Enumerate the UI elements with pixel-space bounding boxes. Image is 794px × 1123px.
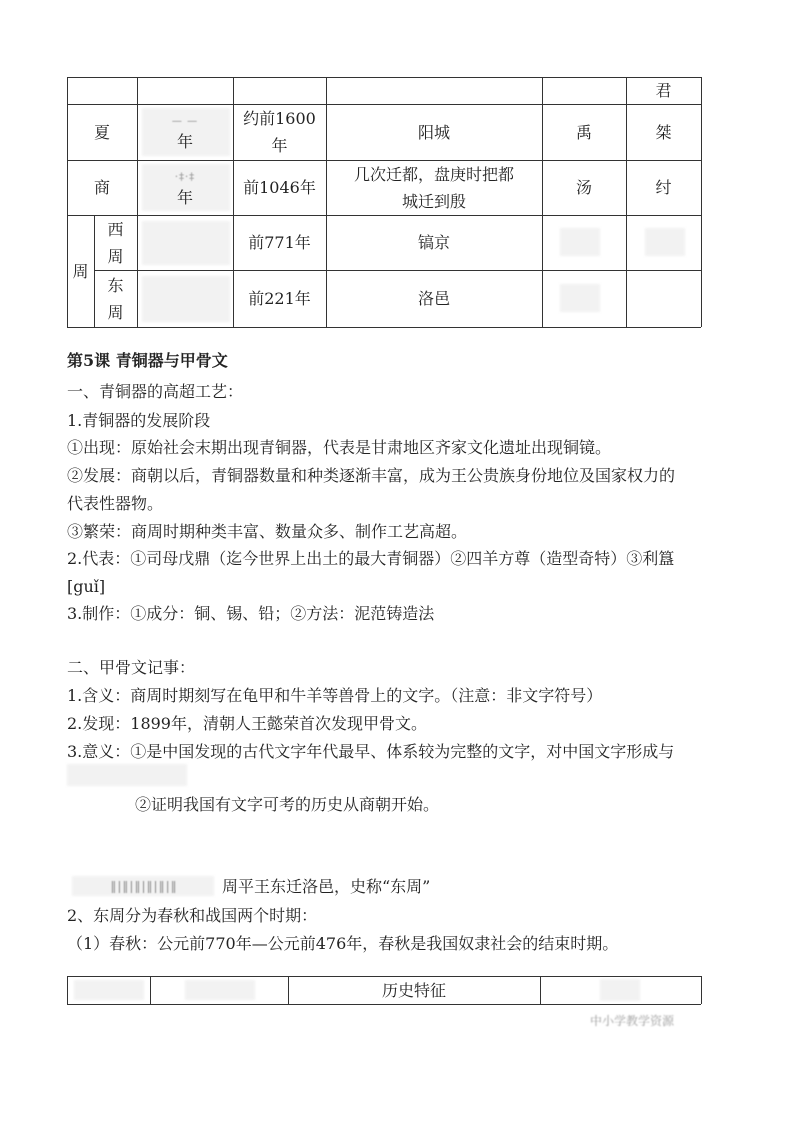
section-1-heading: 一、青铜器的高超工艺： [67, 382, 244, 401]
cell-dynasty-xia: 夏 [93, 122, 110, 142]
section-2-item-3: 3.意义：①是中国发现的古代文字年代最早、体系较为完整的文字，对中国文字形成与 [67, 742, 675, 761]
section-1-item-1: 1.青铜器的发展阶段 [67, 411, 211, 430]
cell-west-zhou: 西周 [107, 219, 124, 266]
section-2-item-1: 1.含义：商周时期刻写在龟甲和牛羊等兽骨上的文字。（注意：非文字符号） [67, 686, 603, 705]
east-zhou-line-1: 周平王东迁洛邑，史称“东周” [222, 877, 431, 896]
blurred-founder-west-zhou [560, 228, 600, 256]
cell-capital-shang: 几次迁都，盘庚时把都城迁到殷 [353, 164, 514, 211]
section-2-heading: 二、甲骨文记事： [67, 658, 196, 677]
cell-founder-xia: 禹 [575, 122, 592, 142]
ruler-header-text: 君 [655, 81, 672, 100]
blurred-founder-east-zhou [560, 284, 600, 312]
section-1-item-2a: 2.代表：①司母戊鼎（迄今世界上出土的最大青铜器）②四羊方尊（造型奇特）③利簋 [67, 549, 675, 568]
section-1-item-a: ①出现：原始社会末期出现青铜器，代表是甘肃地区齐家文化遗址出现铜镜。 [67, 438, 612, 457]
section-1-item-2b: [guǐ] [67, 577, 106, 596]
blurred-header-4 [600, 979, 640, 1001]
blurred-date-west-zhou [142, 221, 230, 265]
cell-capital-west-zhou: 镐京 [417, 233, 450, 252]
cell-dynasty-zhou: 周 [72, 261, 89, 281]
blurred-header-1 [74, 980, 144, 1000]
section-2-item-4: ②证明我国有文字可考的历史从商朝开始。 [135, 795, 440, 814]
cell-ended-east-zhou: 前221年 [248, 289, 311, 308]
cell-ended-west-zhou: 前771年 [248, 233, 311, 252]
cell-last-xia: 桀 [655, 122, 672, 142]
table2-header-features: 历史特征 [381, 980, 446, 1000]
section-1-item-b1: ②发展：商朝以后，青铜器数量和种类逐渐丰富，成为王公贵族身份地位及国家权力的 [67, 466, 676, 485]
blurred-header-2 [185, 980, 255, 1000]
cell-founder-shang: 汤 [575, 178, 592, 197]
east-zhou-line-3: （1）春秋：公元前770年—公元前476年，春秋是我国奴隶社会的结束时期。 [67, 934, 619, 953]
cell-capital-xia: 阳城 [417, 122, 450, 142]
cell-east-zhou: 东周 [107, 275, 124, 322]
east-zhou-line-2: 2、东周分为春秋和战国两个时期： [67, 906, 318, 925]
lesson-title: 第5课 青铜器与甲骨文 [67, 351, 228, 370]
section-2-item-2: 2.发现：1899年，清朝人王懿荣首次发现甲骨文。 [67, 714, 427, 733]
cell-dynasty-shang: 商 [93, 178, 110, 197]
cell-ended-xia: 约前1600年 [243, 109, 316, 155]
blurred-continuation [67, 764, 187, 786]
section-1-item-b2: 代表性器物。 [67, 494, 164, 513]
blurred-last-west-zhou [645, 228, 685, 256]
blurred-east-zhou-glyphs: ‖|‖|‖|‖|‖|‖ [110, 879, 178, 893]
watermark: 中小学教学资源 [590, 1014, 675, 1028]
cell-ruler-header [626, 77, 701, 104]
section-1-item-c: ③繁荣：商周时期种类丰富、数量众多、制作工艺高超。 [67, 522, 468, 541]
cell-founded-xia: — — 年 [171, 116, 199, 151]
blurred-date-east-zhou [142, 276, 230, 322]
cell-capital-east-zhou: 洛邑 [417, 289, 450, 308]
section-1-item-3: 3.制作：①成分：铜、锡、铅；②方法：泥范铸造法 [67, 604, 435, 623]
cell-founded-shang: ·‡·‡ 年 [174, 171, 196, 207]
cell-ended-shang: 前1046年 [243, 178, 316, 197]
cell-last-shang: 纣 [655, 178, 672, 197]
